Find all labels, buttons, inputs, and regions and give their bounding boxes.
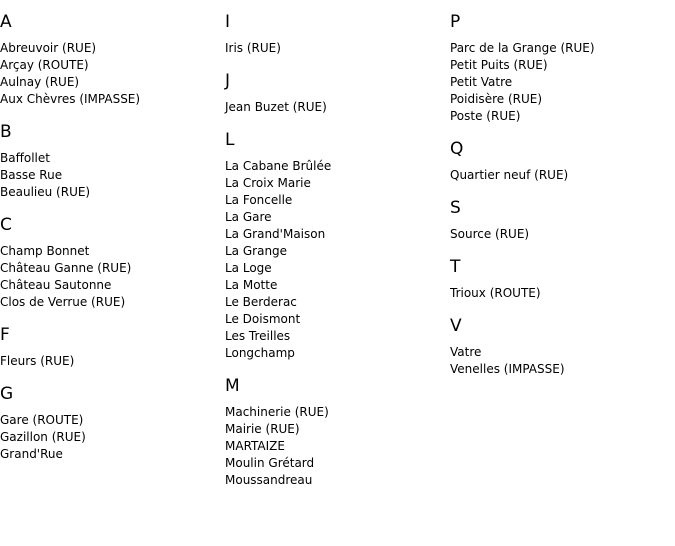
street-list <box>450 344 670 378</box>
letter-section <box>225 71 440 116</box>
street-list <box>450 167 670 184</box>
section-letter-heading: C <box>0 215 12 235</box>
street-name: Trioux (ROUTE) <box>450 286 541 300</box>
street-list <box>225 40 440 57</box>
letter-section <box>450 257 670 302</box>
street-name: La Grand'Maison <box>225 227 326 241</box>
street-name: Poidisère (RUE) <box>450 92 543 106</box>
section-letter-heading: P <box>450 12 461 32</box>
street-list <box>0 243 215 311</box>
street-name: Château Ganne (RUE) <box>0 261 132 275</box>
section-letter-heading: A <box>0 12 12 32</box>
letter-section <box>225 376 440 489</box>
street-list <box>0 353 215 370</box>
section-letter-heading: G <box>0 384 14 404</box>
letter-section <box>0 325 215 370</box>
street-name: Champ Bonnet <box>0 244 90 258</box>
letter-section <box>450 12 670 125</box>
street-name: Jean Buzet (RUE) <box>225 100 327 114</box>
street-name: La Foncelle <box>225 193 293 207</box>
street-name: Parc de la Grange (RUE) <box>450 41 595 55</box>
street-list <box>225 99 440 116</box>
street-name: Baffollet <box>0 151 50 165</box>
letter-section <box>450 316 670 378</box>
street-name: Château Sautonne <box>0 278 112 292</box>
street-name: Source (RUE) <box>450 227 530 241</box>
section-letter-heading: F <box>0 325 10 345</box>
street-name: Petit Puits (RUE) <box>450 58 548 72</box>
street-name: La Loge <box>225 261 272 275</box>
letter-section <box>0 215 215 311</box>
letter-section <box>450 139 670 184</box>
street-name: Beaulieu (RUE) <box>0 185 91 199</box>
street-name: Grand'Rue <box>0 447 63 461</box>
street-name: La Cabane Brûlée <box>225 159 332 173</box>
section-letter-heading: V <box>450 316 462 336</box>
street-name: Longchamp <box>225 346 295 360</box>
street-name: Poste (RUE) <box>450 109 521 123</box>
street-index-column-3 <box>450 0 670 392</box>
street-name: La Gare <box>225 210 272 224</box>
letter-section <box>225 130 440 362</box>
street-name: Mairie (RUE) <box>225 422 300 436</box>
section-letter-heading: S <box>450 198 461 218</box>
section-letter-heading: B <box>0 122 12 142</box>
letter-section <box>0 122 215 201</box>
street-list <box>450 285 670 302</box>
street-name: La Motte <box>225 278 278 292</box>
street-name: Les Treilles <box>225 329 291 343</box>
letter-section <box>0 12 215 108</box>
street-name: Le Berderac <box>225 295 297 309</box>
street-name: Aulnay (RUE) <box>0 75 80 89</box>
section-letter-heading: J <box>225 71 231 91</box>
street-name: Arçay (ROUTE) <box>0 58 89 72</box>
street-name: La Grange <box>225 244 288 258</box>
section-letter-heading: Q <box>450 139 464 159</box>
street-name: Quartier neuf (RUE) <box>450 168 569 182</box>
street-index-column-1 <box>0 0 215 477</box>
street-name: Le Doismont <box>225 312 301 326</box>
street-index-column-2 <box>225 0 440 503</box>
street-name: Aux Chèvres (IMPASSE) <box>0 92 141 106</box>
street-list <box>0 150 215 201</box>
letter-section <box>450 198 670 243</box>
street-name: Basse Rue <box>0 168 63 182</box>
letter-section <box>225 12 440 57</box>
letter-section <box>0 384 215 463</box>
street-list <box>0 40 215 108</box>
street-name: Vatre <box>450 345 482 359</box>
section-letter-heading: M <box>225 376 240 396</box>
street-name: La Croix Marie <box>225 176 311 190</box>
street-list <box>225 404 440 489</box>
street-name: Venelles (IMPASSE) <box>450 362 565 376</box>
street-name: Abreuvoir (RUE) <box>0 41 97 55</box>
section-letter-heading: T <box>450 257 461 277</box>
street-name: Petit Vatre <box>450 75 513 89</box>
street-name: Moussandreau <box>225 473 313 487</box>
street-list <box>450 40 670 125</box>
section-letter-heading: L <box>225 130 235 150</box>
street-list <box>450 226 670 243</box>
street-name: Gare (ROUTE) <box>0 413 84 427</box>
street-name: Fleurs (RUE) <box>0 354 75 368</box>
street-name: MARTAIZE <box>225 439 285 453</box>
street-name: Iris (RUE) <box>225 41 281 55</box>
street-name: Clos de Verrue (RUE) <box>0 295 126 309</box>
section-letter-heading: I <box>225 12 231 32</box>
street-name: Machinerie (RUE) <box>225 405 329 419</box>
street-list <box>225 158 440 362</box>
street-name: Gazillon (RUE) <box>0 430 86 444</box>
street-list <box>0 412 215 463</box>
street-name: Moulin Grétard <box>225 456 315 470</box>
